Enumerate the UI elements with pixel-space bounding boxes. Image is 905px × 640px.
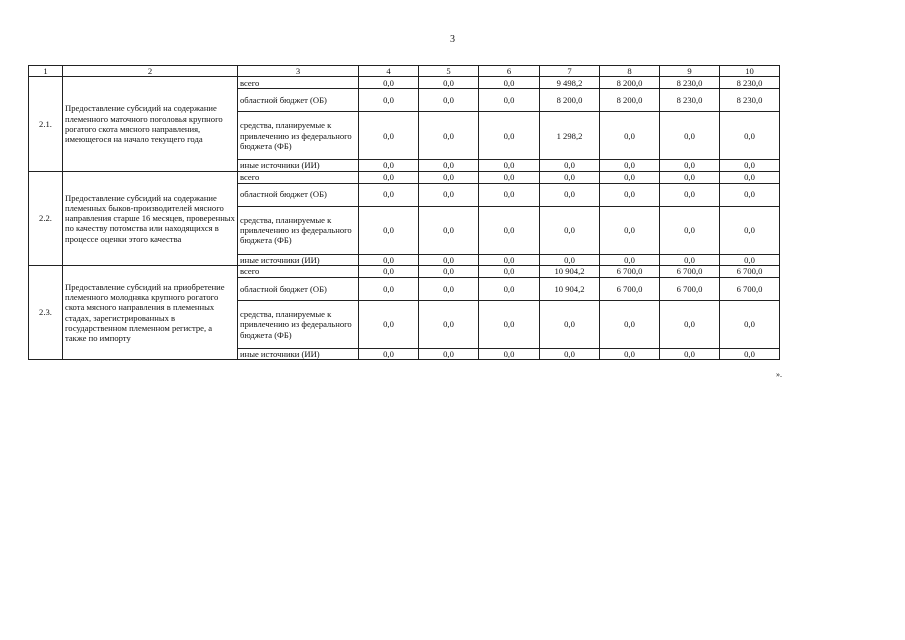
amount-cell: 6 700,0	[720, 265, 780, 277]
amount-cell: 0,0	[720, 171, 780, 183]
amount-cell: 0,0	[600, 300, 660, 348]
amount-cell: 1 298,2	[540, 112, 600, 160]
amount-cell: 9 498,2	[540, 77, 600, 89]
item-description: Предоставление субсидий на содержание племенного маточного поголовья крупного рогатого скота мясного направления, имеющегося на начало текущего года	[63, 77, 238, 171]
amount-cell: 10 904,2	[540, 277, 600, 300]
amount-cell: 0,0	[540, 300, 600, 348]
page-number: 3	[450, 34, 455, 45]
amount-cell: 0,0	[660, 160, 720, 171]
amount-cell: 0,0	[359, 183, 419, 206]
table-row	[29, 265, 780, 277]
item-code: 2.3.	[29, 265, 63, 359]
amount-cell: 0,0	[479, 89, 540, 112]
amount-cell: 0,0	[600, 160, 660, 171]
table-row	[29, 77, 780, 89]
amount-cell: 8 200,0	[600, 89, 660, 112]
amount-cell: 0,0	[660, 171, 720, 183]
amount-cell: 0,0	[479, 112, 540, 160]
amount-cell: 0,0	[419, 348, 479, 359]
item-code: 2.2.	[29, 171, 63, 265]
amount-cell: 0,0	[720, 254, 780, 265]
amount-cell: 0,0	[359, 348, 419, 359]
amount-cell: 0,0	[359, 277, 419, 300]
amount-cell: 0,0	[479, 254, 540, 265]
amount-cell: 0,0	[660, 348, 720, 359]
amount-cell: 0,0	[419, 89, 479, 112]
amount-cell: 0,0	[600, 206, 660, 254]
amount-cell: 0,0	[419, 206, 479, 254]
amount-cell: 0,0	[479, 171, 540, 183]
amount-cell: 0,0	[479, 160, 540, 171]
funding-source: областной бюджет (ОБ)	[238, 277, 359, 300]
amount-cell: 0,0	[479, 77, 540, 89]
amount-cell: 0,0	[419, 183, 479, 206]
item-description: Предоставление субсидий на приобретение племенного молодняка крупного рогатого скота мясного направления в племенных стадах, зарегистрированных в государственном племенном регистре, а также по импорту	[63, 265, 238, 359]
amount-cell: 0,0	[600, 112, 660, 160]
amount-cell: 0,0	[419, 77, 479, 89]
column-number: 5	[419, 66, 479, 77]
amount-cell: 0,0	[359, 265, 419, 277]
amount-cell: 0,0	[359, 160, 419, 171]
amount-cell: 0,0	[419, 254, 479, 265]
amount-cell: 10 904,2	[540, 265, 600, 277]
column-number: 8	[600, 66, 660, 77]
funding-source: средства, планируемые к привлечению из федерального бюджета (ФБ)	[238, 300, 359, 348]
amount-cell: 0,0	[419, 300, 479, 348]
amount-cell: 0,0	[660, 300, 720, 348]
amount-cell: 0,0	[600, 254, 660, 265]
amount-cell: 0,0	[479, 277, 540, 300]
amount-cell: 0,0	[479, 183, 540, 206]
funding-source: иные источники (ИИ)	[238, 160, 359, 171]
amount-cell: 0,0	[359, 112, 419, 160]
funding-source: областной бюджет (ОБ)	[238, 89, 359, 112]
amount-cell: 0,0	[540, 254, 600, 265]
funding-table	[28, 65, 780, 360]
funding-source: средства, планируемые к привлечению из федерального бюджета (ФБ)	[238, 206, 359, 254]
amount-cell: 0,0	[419, 277, 479, 300]
amount-cell: 0,0	[419, 160, 479, 171]
column-number: 1	[29, 66, 63, 77]
amount-cell: 0,0	[479, 348, 540, 359]
amount-cell: 0,0	[540, 348, 600, 359]
column-number: 9	[660, 66, 720, 77]
amount-cell: 0,0	[600, 348, 660, 359]
amount-cell: 0,0	[540, 171, 600, 183]
amount-cell: 0,0	[359, 171, 419, 183]
column-number: 3	[238, 66, 359, 77]
column-number: 2	[63, 66, 238, 77]
amount-cell: 0,0	[720, 160, 780, 171]
funding-source: средства, планируемые к привлечению из федерального бюджета (ФБ)	[238, 112, 359, 160]
amount-cell: 0,0	[419, 265, 479, 277]
amount-cell: 0,0	[660, 254, 720, 265]
column-number: 7	[540, 66, 600, 77]
amount-cell: 0,0	[720, 300, 780, 348]
amount-cell: 0,0	[720, 183, 780, 206]
table-row	[29, 171, 780, 183]
funding-source: всего	[238, 77, 359, 89]
amount-cell: 0,0	[359, 300, 419, 348]
amount-cell: 6 700,0	[720, 277, 780, 300]
amount-cell: 8 230,0	[720, 89, 780, 112]
amount-cell: 0,0	[660, 206, 720, 254]
column-number: 6	[479, 66, 540, 77]
amount-cell: 0,0	[359, 77, 419, 89]
amount-cell: 0,0	[359, 89, 419, 112]
item-code: 2.1.	[29, 77, 63, 171]
column-number: 4	[359, 66, 419, 77]
column-number-header-row	[29, 66, 780, 77]
amount-cell: 0,0	[479, 206, 540, 254]
amount-cell: 0,0	[479, 300, 540, 348]
amount-cell: 8 200,0	[600, 77, 660, 89]
amount-cell: 0,0	[540, 183, 600, 206]
amount-cell: 6 700,0	[660, 277, 720, 300]
amount-cell: 6 700,0	[600, 277, 660, 300]
amount-cell: 0,0	[419, 171, 479, 183]
amount-cell: 8 230,0	[660, 77, 720, 89]
amount-cell: 0,0	[419, 112, 479, 160]
column-number: 10	[720, 66, 780, 77]
amount-cell: 0,0	[660, 112, 720, 160]
funding-source: областной бюджет (ОБ)	[238, 183, 359, 206]
closing-quote-mark: ».	[776, 370, 782, 379]
amount-cell: 6 700,0	[660, 265, 720, 277]
amount-cell: 8 200,0	[540, 89, 600, 112]
amount-cell: 0,0	[359, 254, 419, 265]
funding-source: всего	[238, 265, 359, 277]
amount-cell: 0,0	[720, 348, 780, 359]
amount-cell: 0,0	[720, 206, 780, 254]
funding-source: всего	[238, 171, 359, 183]
amount-cell: 0,0	[600, 171, 660, 183]
amount-cell: 0,0	[660, 183, 720, 206]
amount-cell: 0,0	[540, 160, 600, 171]
amount-cell: 8 230,0	[720, 77, 780, 89]
amount-cell: 0,0	[479, 265, 540, 277]
funding-source: иные источники (ИИ)	[238, 254, 359, 265]
amount-cell: 0,0	[359, 206, 419, 254]
amount-cell: 0,0	[600, 183, 660, 206]
amount-cell: 0,0	[540, 206, 600, 254]
amount-cell: 0,0	[720, 112, 780, 160]
funding-source: иные источники (ИИ)	[238, 348, 359, 359]
amount-cell: 8 230,0	[660, 89, 720, 112]
item-description: Предоставление субсидий на содержание племенных быков-производителей мясного направления старше 16 месяцев, проверенных по качеству потомства или находящихся в процессе оценки этого качества	[63, 171, 238, 265]
amount-cell: 6 700,0	[600, 265, 660, 277]
